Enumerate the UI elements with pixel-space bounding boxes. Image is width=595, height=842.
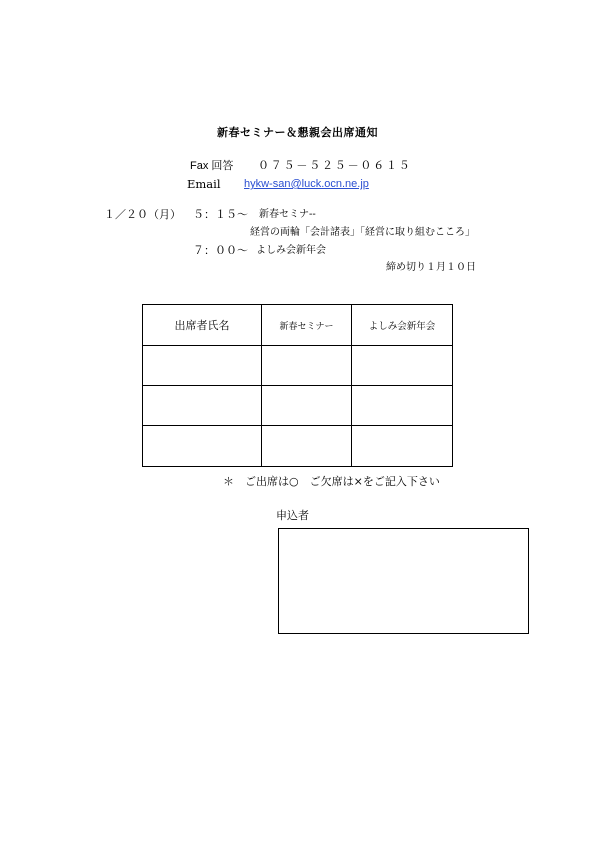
attendance-table	[142, 304, 453, 467]
header-attendee-name: 出席者氏名	[143, 305, 262, 346]
applicant-box	[278, 528, 529, 634]
attendee-name-cell	[143, 426, 262, 467]
email-link[interactable]: hykw-san@luck.ocn.ne.jp	[244, 178, 369, 190]
seminar-cell	[262, 346, 352, 386]
table-row	[143, 426, 453, 467]
party-cell	[352, 346, 453, 386]
seminar-cell	[262, 386, 352, 426]
party-cell	[352, 426, 453, 467]
seminar-title: 新春セミナ--	[259, 209, 316, 220]
attendance-instruction: ＊ ご出席は○ ご欠席は×をご記入下さい	[223, 475, 440, 488]
party-time: ７：００～	[193, 244, 248, 257]
attendee-name-cell	[143, 346, 262, 386]
table-row	[143, 386, 453, 426]
email-label: Email	[187, 177, 221, 191]
seminar-detail: 経営の両輪「会計諸表」「経営に取り組むこころ」	[250, 227, 475, 238]
event-date: １／２０（月）	[104, 208, 181, 221]
document-title: 新春セミナー＆懇親会出席通知	[217, 126, 378, 139]
fax-label: Fax 回答	[190, 160, 234, 172]
seminar-time: ５：１５～	[193, 208, 248, 221]
party-cell	[352, 386, 453, 426]
fax-number: ０７５－５２５－０６１５	[258, 160, 412, 172]
table-row	[143, 346, 453, 386]
header-seminar: 新春セミナー	[262, 305, 352, 346]
applicant-label: 申込者	[276, 509, 309, 522]
deadline-note: 締め切り１月１０日	[386, 262, 476, 273]
party-title: よしみ会新年会	[256, 245, 326, 256]
attendee-name-cell	[143, 386, 262, 426]
table-header-row	[143, 305, 453, 346]
header-party: よしみ会新年会	[352, 305, 453, 346]
seminar-cell	[262, 426, 352, 467]
